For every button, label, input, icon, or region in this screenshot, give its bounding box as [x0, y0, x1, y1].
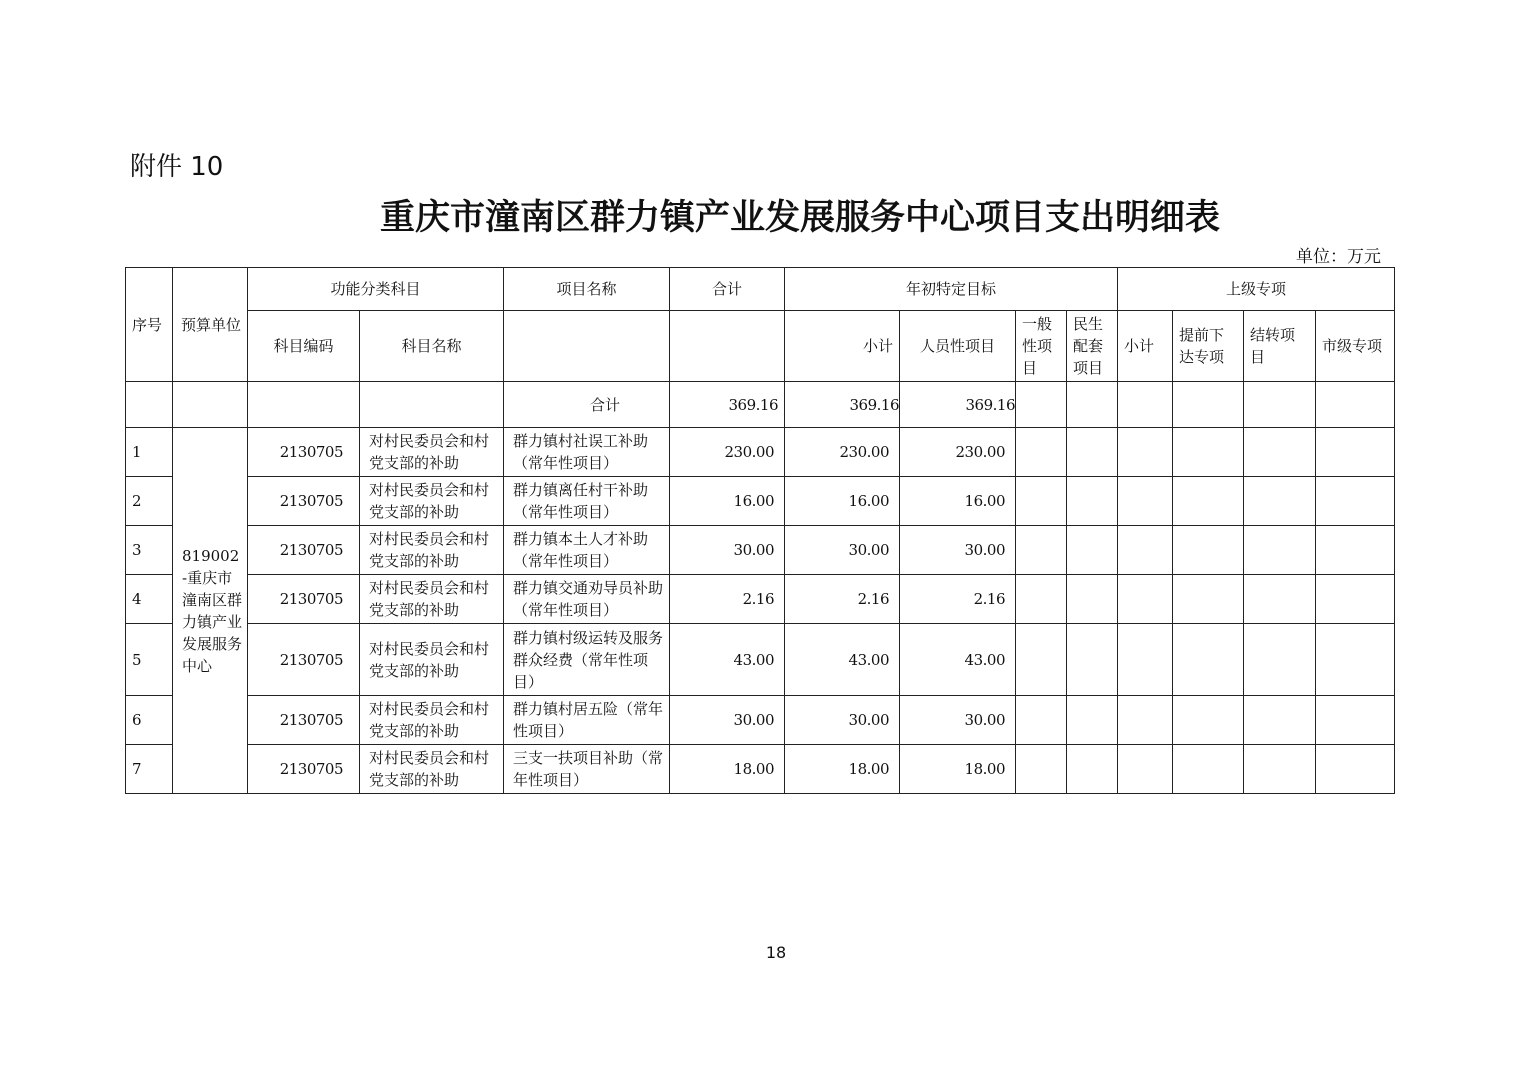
expenditure-table: [125, 267, 1395, 794]
row-seq: 6: [126, 696, 173, 745]
header-advance: 提前下达专项: [1173, 311, 1244, 382]
row-subtotal: 43.00: [785, 624, 900, 696]
row-subtotal: 16.00: [785, 477, 900, 526]
header-superior: 上级专项: [1118, 268, 1395, 311]
row-personnel: 16.00: [900, 477, 1016, 526]
header-sup-subtotal: 小计: [1118, 311, 1173, 382]
attachment-label: 附件 10: [130, 152, 224, 182]
row-seq: 2: [126, 477, 173, 526]
row-personnel: 2.16: [900, 575, 1016, 624]
row-personnel: 18.00: [900, 745, 1016, 794]
row-subject: 对村民委员会和村党支部的补助: [360, 428, 504, 477]
row-subject: 对村民委员会和村党支部的补助: [360, 745, 504, 794]
row-total: 2.16: [670, 575, 785, 624]
row-subtotal: 30.00: [785, 696, 900, 745]
row-code: 2130705: [248, 696, 360, 745]
row-subject: 对村民委员会和村党支部的补助: [360, 696, 504, 745]
row-project: 群力镇离任村干补助（常年性项目）: [504, 477, 670, 526]
header-func-class: 功能分类科目: [248, 268, 504, 311]
header-subtotal: 小计: [785, 311, 900, 382]
row-total: 230.00: [670, 428, 785, 477]
header-budget-unit: 预算单位: [173, 268, 248, 382]
table-row: [126, 526, 1395, 575]
row-personnel: 43.00: [900, 624, 1016, 696]
table-row: [126, 477, 1395, 526]
row-project: 群力镇村社误工补助（常年性项目）: [504, 428, 670, 477]
header-row-1: [126, 268, 1395, 311]
row-code: 2130705: [248, 477, 360, 526]
row-seq: 3: [126, 526, 173, 575]
total-personnel: 369.16: [900, 382, 1016, 428]
row-seq: 5: [126, 624, 173, 696]
row-seq: 4: [126, 575, 173, 624]
row-subtotal: 2.16: [785, 575, 900, 624]
header-seq: 序号: [126, 268, 173, 382]
header-year-target: 年初特定目标: [785, 268, 1118, 311]
header-empty-total: [670, 311, 785, 382]
row-project: 群力镇交通劝导员补助（常年性项目）: [504, 575, 670, 624]
row-total: 30.00: [670, 526, 785, 575]
header-city: 市级专项: [1316, 311, 1395, 382]
table-row: [126, 624, 1395, 696]
budget-unit-cell: 819002-重庆市潼南区群力镇产业发展服务中心: [173, 428, 248, 794]
row-subject: 对村民委员会和村党支部的补助: [360, 477, 504, 526]
unit-label: 单位：万元: [1296, 247, 1381, 267]
header-project-name: 项目名称: [504, 268, 670, 311]
total-row: [126, 382, 1395, 428]
row-code: 2130705: [248, 526, 360, 575]
page-number: 18: [765, 943, 787, 962]
row-project: 三支一扶项目补助（常年性项目）: [504, 745, 670, 794]
header-carryover: 结转项目: [1244, 311, 1316, 382]
row-code: 2130705: [248, 624, 360, 696]
table-row: [126, 575, 1395, 624]
table-row: [126, 696, 1395, 745]
header-livelihood: 民生配套项目: [1067, 311, 1118, 382]
header-subject-name: 科目名称: [360, 311, 504, 382]
row-seq: 1: [126, 428, 173, 477]
row-personnel: 30.00: [900, 526, 1016, 575]
row-total: 18.00: [670, 745, 785, 794]
header-personnel: 人员性项目: [900, 311, 1016, 382]
row-subject: 对村民委员会和村党支部的补助: [360, 526, 504, 575]
header-row-2: [126, 311, 1395, 382]
row-code: 2130705: [248, 428, 360, 477]
row-subject: 对村民委员会和村党支部的补助: [360, 624, 504, 696]
row-personnel: 30.00: [900, 696, 1016, 745]
header-total: 合计: [670, 268, 785, 311]
row-project: 群力镇村居五险（常年性项目）: [504, 696, 670, 745]
row-project: 群力镇本土人才补助（常年性项目）: [504, 526, 670, 575]
row-personnel: 230.00: [900, 428, 1016, 477]
header-empty-project: [504, 311, 670, 382]
row-subject: 对村民委员会和村党支部的补助: [360, 575, 504, 624]
total-subtotal: 369.16: [785, 382, 900, 428]
page-title: 重庆市潼南区群力镇产业发展服务中心项目支出明细表: [379, 197, 1220, 238]
header-general: 一般性项目: [1016, 311, 1067, 382]
row-total: 16.00: [670, 477, 785, 526]
total-label: 合计: [504, 382, 670, 428]
row-code: 2130705: [248, 575, 360, 624]
row-seq: 7: [126, 745, 173, 794]
total-value: 369.16: [670, 382, 785, 428]
row-total: 30.00: [670, 696, 785, 745]
row-code: 2130705: [248, 745, 360, 794]
header-subject-code: 科目编码: [248, 311, 360, 382]
table-row: [126, 745, 1395, 794]
row-subtotal: 18.00: [785, 745, 900, 794]
row-subtotal: 230.00: [785, 428, 900, 477]
row-subtotal: 30.00: [785, 526, 900, 575]
row-project: 群力镇村级运转及服务群众经费（常年性项目）: [504, 624, 670, 696]
row-total: 43.00: [670, 624, 785, 696]
table-row: [126, 428, 1395, 477]
